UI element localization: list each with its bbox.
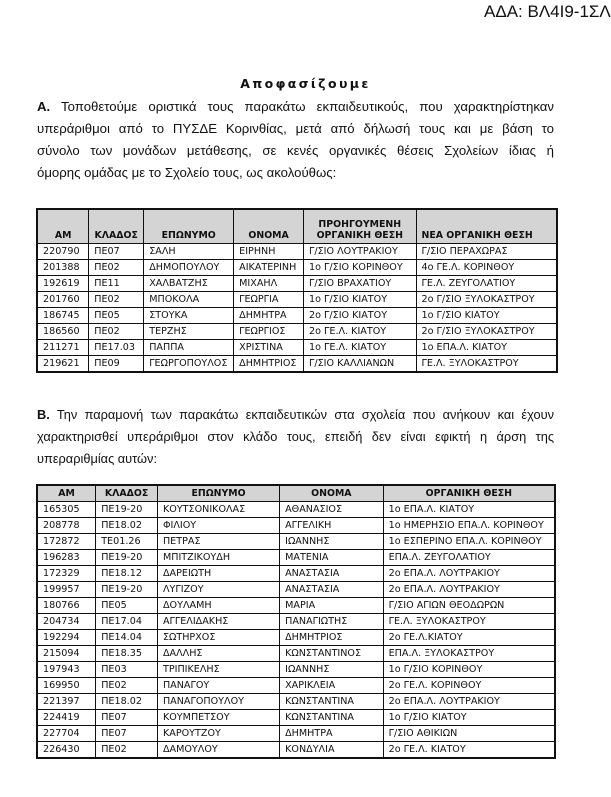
table-a-header-row: [37, 209, 557, 244]
cell-onoma: ΠΑΝΑΓΙΩΤΗΣ: [280, 614, 384, 630]
cell-position: 1ο ΗΜΕΡΗΣΙΟ ΕΠΑ.Λ. ΚΟΡΙΝΘΟΥ: [383, 518, 555, 534]
cell-new-position: 4ο ΓΕ.Λ. ΚΟΡΙΝΘΟΥ: [416, 260, 557, 276]
cell-am: 172329: [37, 566, 96, 582]
cell-eponymo: ΜΠΙΤΖΙΚΟΥΔΗ: [157, 550, 279, 566]
cell-position: ΕΠΑ.Λ. ΖΕΥΓΟΛΑΤΙΟΥ: [383, 550, 555, 566]
col-header-onoma: ΟΝΟΜΑ: [280, 485, 384, 502]
cell-eponymo: ΚΑΡΟΥΤΖΟΥ: [157, 726, 279, 742]
cell-onoma: ΑΓΓΕΛΙΚΗ: [280, 518, 384, 534]
table-row: [37, 308, 557, 324]
cell-am: 208778: [37, 518, 96, 534]
col-header-eponymo: ΕΠΩΝΥΜΟ: [144, 209, 234, 244]
cell-am: 220790: [37, 244, 89, 260]
cell-position: Γ/ΣΙΟ ΑΓΙΩΝ ΘΕΟΔΩΡΩΝ: [383, 598, 555, 614]
cell-new-position: 2ο Γ/ΣΙΟ ΞΥΛΟΚΑΣΤΡΟΥ: [416, 324, 557, 340]
cell-eponymo: ΔΗΜΟΠΟΥΛΟΥ: [144, 260, 234, 276]
cell-klados: ΠΕ17.03: [89, 340, 144, 356]
cell-am: 211271: [37, 340, 89, 356]
cell-am: 186745: [37, 308, 89, 324]
cell-eponymo: ΣΑΛΗ: [144, 244, 234, 260]
table-row: [37, 260, 557, 276]
cell-position: 1ο ΕΣΠΕΡΙΝΟ ΕΠΑ.Λ. ΚΟΡΙΝΘΟΥ: [383, 534, 555, 550]
table-row: [37, 646, 555, 662]
cell-am: 226430: [37, 742, 96, 759]
cell-klados: ΠΕ19-20: [96, 550, 158, 566]
col-header-eponymo: ΕΠΩΝΥΜΟ: [157, 485, 279, 502]
cell-position: 1ο Γ/ΣΙΟ ΚΙΑΤΟΥ: [383, 710, 555, 726]
table-row: [37, 550, 555, 566]
section-b-line-3: υπεραριθμίας αυτών:: [37, 451, 158, 466]
cell-previous-position: 2ο ΓΕ.Λ. ΚΙΑΤΟΥ: [304, 324, 416, 340]
cell-onoma: ΓΕΩΡΓΙΑ: [234, 292, 304, 308]
table-row: [37, 614, 555, 630]
cell-klados: ΠΕ07: [96, 726, 158, 742]
cell-position: Γ/ΣΙΟ ΑΘΙΚΙΩΝ: [383, 726, 555, 742]
cell-am: 227704: [37, 726, 96, 742]
cell-new-position: 2ο Γ/ΣΙΟ ΞΥΛΟΚΑΣΤΡΟΥ: [416, 292, 557, 308]
cell-position: 2ο ΓΕ.Λ.ΚΙΑΤΟΥ: [383, 630, 555, 646]
cell-am: 192294: [37, 630, 96, 646]
cell-am: 172872: [37, 534, 96, 550]
cell-position: 2ο ΓΕ.Λ. ΚΟΡΙΝΘΟΥ: [383, 678, 555, 694]
cell-previous-position: Γ/ΣΙΟ ΛΟΥΤΡΑΚΙΟΥ: [304, 244, 416, 260]
cell-onoma: ΑΘΑΝΑΣΙΟΣ: [280, 502, 384, 518]
cell-eponymo: ΛΥΓΙΖΟΥ: [157, 582, 279, 598]
cell-am: 169950: [37, 678, 96, 694]
cell-klados: ΠΕ02: [96, 678, 158, 694]
table-row: [37, 694, 555, 710]
cell-klados: ΠΕ18.12: [96, 566, 158, 582]
section-a-label: Α.: [37, 99, 51, 114]
cell-eponymo: ΚΟΥΜΠΕΤΣΟΥ: [157, 710, 279, 726]
cell-onoma: ΚΩΝΣΤΑΝΤΙΝΑ: [280, 710, 384, 726]
cell-am: 186560: [37, 324, 89, 340]
cell-am: 224419: [37, 710, 96, 726]
table-row: [37, 582, 555, 598]
cell-onoma: ΙΩΑΝΝΗΣ: [280, 662, 384, 678]
section-a-line-2: υπεράριθμοι από το ΠΥΣΔΕ Κορινθίας, μετά από δήλωσή τους και με βάση το: [37, 121, 554, 136]
table-row: [37, 244, 557, 260]
cell-previous-position: 2ο Γ/ΣΙΟ ΚΙΑΤΟΥ: [304, 308, 416, 324]
cell-eponymo: ΜΠΟΚΟΛΑ: [144, 292, 234, 308]
cell-am: 197943: [37, 662, 96, 678]
cell-eponymo: ΠΑΠΠΑ: [144, 340, 234, 356]
cell-eponymo: ΧΑΛΒΑΤΖΗΣ: [144, 276, 234, 292]
cell-new-position: 1ο ΕΠΑ.Λ. ΚΙΑΤΟΥ: [416, 340, 557, 356]
cell-klados: ΤΕ01.26: [96, 534, 158, 550]
table-row: [37, 292, 557, 308]
cell-am: 215094: [37, 646, 96, 662]
cell-eponymo: ΔΟΥΛΑΜΗ: [157, 598, 279, 614]
cell-position: 1ο Γ/ΣΙΟ ΚΟΡΙΝΘΟΥ: [383, 662, 555, 678]
cell-am: 221397: [37, 694, 96, 710]
section-b-label: Β.: [37, 407, 50, 422]
cell-onoma: ΚΟΝΔΥΛΙΑ: [280, 742, 384, 759]
cell-am: 196283: [37, 550, 96, 566]
cell-eponymo: ΔΑΛΛΗΣ: [157, 646, 279, 662]
cell-am: 201760: [37, 292, 89, 308]
cell-klados: ΠΕ05: [89, 308, 144, 324]
cell-klados: ΠΕ19-20: [96, 582, 158, 598]
cell-eponymo: ΠΑΝΑΓΟΥ: [157, 678, 279, 694]
col-header-position: ΟΡΓΑΝΙΚΗ ΘΕΣΗ: [383, 485, 555, 502]
col-header-onoma: ΟΝΟΜΑ: [234, 209, 304, 244]
table-row: [37, 566, 555, 582]
section-b-paragraph: [37, 404, 554, 470]
section-b-line-2: χαρακτηρισθεί υπεράριθμοι στον κλάδο τους, επειδή δεν είναι εφικτή η άρση της: [37, 429, 554, 444]
cell-eponymo: ΓΕΩΡΓΟΠΟΥΛΟΣ: [144, 356, 234, 373]
cell-klados: ΠΕ19-20: [96, 502, 158, 518]
cell-am: 199957: [37, 582, 96, 598]
table-row: [37, 356, 557, 373]
cell-klados: ΠΕ07: [89, 244, 144, 260]
table-row: [37, 502, 555, 518]
ada-document-id: ΑΔΑ: ΒΛ4Ι9-1ΣΛ: [484, 2, 611, 21]
section-a-line-1: Α. Τοποθετούμε οριστικά τους παρακάτω εκπαιδευτικούς, που χαρακτηρίστηκαν: [37, 99, 554, 114]
cell-onoma: ΑΝΑΣΤΑΣΙΑ: [280, 566, 384, 582]
cell-onoma: ΙΩΑΝΝΗΣ: [280, 534, 384, 550]
cell-onoma: ΔΗΜΗΤΡΙΟΣ: [234, 356, 304, 373]
cell-klados: ΠΕ18.02: [96, 694, 158, 710]
table-row: [37, 518, 555, 534]
col-header-previous-position: ΠΡΟΗΓΟΥΜΕΝΗ ΟΡΓΑΝΙΚΗ ΘΕΣΗ: [304, 209, 416, 244]
table-row: [37, 598, 555, 614]
cell-onoma: ΕΙΡΗΝΗ: [234, 244, 304, 260]
cell-klados: ΠΕ18.35: [96, 646, 158, 662]
table-row: [37, 742, 555, 759]
section-a-paragraph: [37, 96, 554, 184]
cell-onoma: ΜΑΤΕΝΙΑ: [280, 550, 384, 566]
cell-eponymo: ΔΑΜΟΥΛΟΥ: [157, 742, 279, 759]
cell-eponymo: ΠΕΤΡΑΣ: [157, 534, 279, 550]
cell-new-position: ΓΕ.Λ. ΖΕΥΓΟΛΑΤΙΟΥ: [416, 276, 557, 292]
cell-am: 204734: [37, 614, 96, 630]
table-row: [37, 726, 555, 742]
cell-onoma: ΔΗΜΗΤΡΑ: [280, 726, 384, 742]
table-row: [37, 662, 555, 678]
cell-eponymo: ΤΕΡΖΗΣ: [144, 324, 234, 340]
table-row: [37, 710, 555, 726]
cell-klados: ΠΕ02: [89, 292, 144, 308]
cell-klados: ΠΕ09: [89, 356, 144, 373]
cell-onoma: ΓΕΩΡΓΙΟΣ: [234, 324, 304, 340]
decision-title: Αποφασίζουμε: [240, 76, 371, 91]
table-b-header-row: [37, 485, 555, 502]
cell-onoma: ΚΩΝΣΤΑΝΤΙΝΟΣ: [280, 646, 384, 662]
cell-previous-position: Γ/ΣΙΟ ΒΡΑΧΑΤΙΟΥ: [304, 276, 416, 292]
col-header-am: ΑΜ: [37, 209, 89, 244]
cell-previous-position: 1ο Γ/ΣΙΟ ΚΟΡΙΝΘΟΥ: [304, 260, 416, 276]
cell-klados: ΠΕ18.02: [96, 518, 158, 534]
cell-eponymo: ΣΩΤΗΡΧΟΣ: [157, 630, 279, 646]
cell-onoma: ΑΙΚΑΤΕΡΙΝΗ: [234, 260, 304, 276]
table-row: [37, 630, 555, 646]
section-b-line-1: Β. Την παραμονή των παρακάτω εκπαιδευτικών στα σχολεία που ανήκουν και έχουν: [37, 407, 554, 422]
cell-klados: ΠΕ02: [89, 260, 144, 276]
table-row: [37, 276, 557, 292]
cell-previous-position: Γ/ΣΙΟ ΚΑΛΛΙΑΝΩΝ: [304, 356, 416, 373]
cell-new-position: Γ/ΣΙΟ ΠΕΡΑΧΩΡΑΣ: [416, 244, 557, 260]
table-row: [37, 534, 555, 550]
cell-am: 180766: [37, 598, 96, 614]
cell-onoma: ΧΡΙΣΤΙΝΑ: [234, 340, 304, 356]
cell-klados: ΠΕ03: [96, 662, 158, 678]
col-header-new-position: ΝΕΑ ΟΡΓΑΝΙΚΗ ΘΕΣΗ: [416, 209, 557, 244]
cell-am: 219621: [37, 356, 89, 373]
cell-klados: ΠΕ07: [96, 710, 158, 726]
cell-onoma: ΜΑΡΙΑ: [280, 598, 384, 614]
col-header-klados: ΚΛΑΔΟΣ: [89, 209, 144, 244]
cell-eponymo: ΤΡΙΠΙΚΕΛΗΣ: [157, 662, 279, 678]
cell-onoma: ΚΩΝΣΤΑΝΤΙΝΑ: [280, 694, 384, 710]
cell-position: 2ο ΕΠΑ.Λ. ΛΟΥΤΡΑΚΙΟΥ: [383, 694, 555, 710]
cell-am: 165305: [37, 502, 96, 518]
table-row: [37, 340, 557, 356]
cell-position: 2ο ΕΠΑ.Λ. ΛΟΥΤΡΑΚΙΟΥ: [383, 566, 555, 582]
cell-eponymo: ΔΑΡΕΙΩΤΗ: [157, 566, 279, 582]
cell-eponymo: ΦΙΛΙΟΥ: [157, 518, 279, 534]
cell-klados: ΠΕ02: [96, 742, 158, 759]
table-a-relocations: [36, 208, 558, 373]
cell-eponymo: ΠΑΝΑΓΟΠΟΥΛΟΥ: [157, 694, 279, 710]
cell-position: ΓΕ.Λ. ΞΥΛΟΚΑΣΤΡΟΥ: [383, 614, 555, 630]
cell-position: 2ο ΓΕ.Λ. ΚΙΑΤΟΥ: [383, 742, 555, 759]
table-row: [37, 324, 557, 340]
cell-position: ΕΠΑ.Λ. ΞΥΛΟΚΑΣΤΡΟΥ: [383, 646, 555, 662]
cell-eponymo: ΑΓΓΕΛΙΔΑΚΗΣ: [157, 614, 279, 630]
cell-am: 201388: [37, 260, 89, 276]
table-row: [37, 678, 555, 694]
cell-klados: ΠΕ05: [96, 598, 158, 614]
cell-position: 2ο ΕΠΑ.Λ. ΛΟΥΤΡΑΚΙΟΥ: [383, 582, 555, 598]
cell-onoma: ΔΗΜΗΤΡΙΟΣ: [280, 630, 384, 646]
col-header-klados: ΚΛΑΔΟΣ: [96, 485, 158, 502]
cell-klados: ΠΕ02: [89, 324, 144, 340]
section-a-line-3: σύνολο των μονάδων μετάθεσης, σε κενές οργανικές θέσεις Σχολείων ίδιας ή: [37, 143, 554, 158]
cell-klados: ΠΕ11: [89, 276, 144, 292]
cell-klados: ΠΕ14.04: [96, 630, 158, 646]
table-b-retained: [36, 484, 556, 759]
cell-onoma: ΧΑΡΙΚΛΕΙΑ: [280, 678, 384, 694]
cell-position: 1ο ΕΠΑ.Λ. ΚΙΑΤΟΥ: [383, 502, 555, 518]
cell-klados: ΠΕ17.04: [96, 614, 158, 630]
cell-am: 192619: [37, 276, 89, 292]
cell-previous-position: 1ο ΓΕ.Λ. ΚΙΑΤΟΥ: [304, 340, 416, 356]
cell-onoma: ΑΝΑΣΤΑΣΙΑ: [280, 582, 384, 598]
cell-eponymo: ΣΤΟΥΚΑ: [144, 308, 234, 324]
cell-new-position: 1ο Γ/ΣΙΟ ΚΙΑΤΟΥ: [416, 308, 557, 324]
cell-new-position: ΓΕ.Λ. ΞΥΛΟΚΑΣΤΡΟΥ: [416, 356, 557, 373]
cell-eponymo: ΚΟΥΤΣΟΝΙΚΟΛΑΣ: [157, 502, 279, 518]
col-header-am: ΑΜ: [37, 485, 96, 502]
cell-previous-position: 1ο Γ/ΣΙΟ ΚΙΑΤΟΥ: [304, 292, 416, 308]
cell-onoma: ΜΙΧΑΗΛ: [234, 276, 304, 292]
section-a-line-4: όμορης ομάδας με το Σχολείο τους, ως ακολούθως:: [37, 165, 337, 180]
cell-onoma: ΔΗΜΗΤΡΑ: [234, 308, 304, 324]
